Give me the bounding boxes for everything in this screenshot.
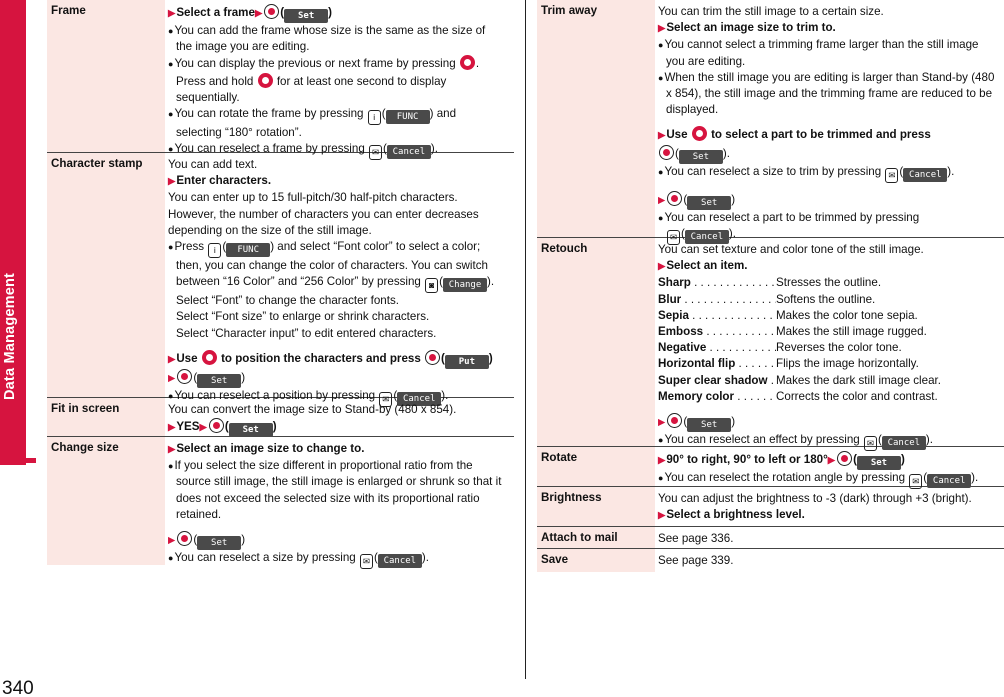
row-label-brightness: Brightness xyxy=(537,487,655,526)
retouch-item: Memory color . . . Corrects the color and contrast. xyxy=(658,389,1001,405)
row-fit-in-screen xyxy=(47,398,514,437)
row-label-trim-away: Trim away xyxy=(537,0,655,237)
center-key-icon xyxy=(659,145,674,160)
row-rotate xyxy=(537,447,1004,487)
row-attach-to-mail xyxy=(537,527,1004,549)
row-change-size xyxy=(47,437,514,565)
page-number: 340 xyxy=(2,678,34,697)
right-column xyxy=(537,0,1004,572)
nav-key-icon xyxy=(258,73,273,88)
side-tab-label: Data Management xyxy=(2,272,18,400)
column-divider xyxy=(525,0,526,679)
row-body-save: See page 339. xyxy=(658,554,734,567)
softkey-set: Set xyxy=(197,536,241,550)
softkey-set: Set xyxy=(229,423,273,437)
nav-key-icon xyxy=(460,55,475,70)
center-key-icon xyxy=(667,413,682,428)
row-label-rotate: Rotate xyxy=(537,447,655,486)
center-key-icon xyxy=(264,4,279,19)
softkey-cancel: Cancel xyxy=(882,436,926,450)
arrow-icon: ▶ xyxy=(658,23,666,35)
i-key-icon: i xyxy=(208,243,221,258)
arrow-icon: ▶ xyxy=(168,535,176,547)
row-body-character-stamp: You can add text. ▶Enter characters. You can enter up to 15 full-pitch/30 half-pitch characters. However, the number of characters you can enter decreases depending on the size of the still image. ●Press i ( FUNC ) and select “Font color” to select a color; then, you can change the color of characters. You can switch between “16 Color” and “256 Color” by pressing ◙ ( Change ). Select “Font” to change the character fonts. Select “Font size” to enlarge or shrink characters. Select “Character input” to edit entered characters. ▶Use to position the characters and press ( Put ) ▶ ( Set ) ●You can reselect a position by pressing ✉ ( Cancel ). xyxy=(165,153,514,397)
softkey-set: Set xyxy=(857,456,901,470)
row-label-change-size: Change size xyxy=(47,437,165,565)
bullet-icon: ● xyxy=(168,390,174,401)
mail-key-icon: ✉ xyxy=(885,168,898,183)
softkey-set: Set xyxy=(687,418,731,432)
bullet-icon: ● xyxy=(168,461,174,472)
bullet-icon: ● xyxy=(658,40,664,51)
row-brightness xyxy=(537,487,1004,527)
bullet-icon: ● xyxy=(168,59,174,70)
row-body-trim-away: You can trim the still image to a certain size. ▶Select an image size to trim to. ●You cannot select a trimming frame larger than the still image you are editing. ●When the still image you are editing is larger than Stand-by (480 x 854), the still image and the trimming frame are reduced to be displayed. ▶Use to select a part to be trimmed and press ( Set ). ●You can reselect a size to trim by pressing ✉ ( Cancel ). ▶ ( Set ) ●You can reselect a part to be trimmed by pressing ✉ ( Cancel ). xyxy=(655,0,1004,237)
row-label-attach-to-mail: Attach to mail xyxy=(537,527,655,548)
row-retouch xyxy=(537,238,1004,447)
arrow-icon: ▶ xyxy=(254,8,263,19)
retouch-item: Horizontal flip . . . Flips the image horizontally. xyxy=(658,356,1001,372)
mail-key-icon: ✉ xyxy=(864,436,877,451)
bullet-icon: ● xyxy=(168,553,174,564)
camera-key-icon: ◙ xyxy=(425,278,438,293)
bullet-icon: ● xyxy=(658,435,664,446)
center-key-icon xyxy=(425,350,440,365)
arrow-icon: ▶ xyxy=(658,130,666,142)
softkey-set: Set xyxy=(284,9,328,23)
i-key-icon: i xyxy=(368,110,381,125)
row-body-frame: ▶Select a frame▶ ( Set ) ●You can add the frame whose size is the same as the size of the image you are editing. ●You can display the previous or next frame by pressing . Press and hold for at least one second to display sequentially. ●You can rotate the frame by pressing i ( FUNC ) and selecting “180° rotation”. ●You can reselect a frame by pressing ✉ ( Cancel ). xyxy=(165,0,514,152)
softkey-set: Set xyxy=(197,374,241,388)
arrow-icon: ▶ xyxy=(168,372,176,384)
retouch-item: Blur . . . Softens the outline. xyxy=(658,292,1001,308)
softkey-cancel: Cancel xyxy=(378,554,422,568)
softkey-func: FUNC xyxy=(386,110,430,124)
bullet-icon: ● xyxy=(168,26,174,36)
softkey-set: Set xyxy=(679,150,723,164)
softkey-func: FUNC xyxy=(226,243,270,257)
mail-key-icon: ✉ xyxy=(369,145,382,160)
row-label-retouch: Retouch xyxy=(537,238,655,446)
row-body-retouch: You can set texture and color tone of the still image. ▶Select an item. Sharp . . . Stresses the outline. Blur . . . Softens the outline. Sepia . . . Makes the color tone sepia. Emboss . . . Makes the still image rugged. Negative . . . Reverses the color tone. Horizontal flip . . . Flips the image horizontally. Super clear shadow . . . Makes the dark still image clear. Memory color . . . Corrects the color and contrast. ▶ ( Set ) ●You can reselect an effect by pressing ✉ ( Cancel ). xyxy=(655,238,1004,446)
row-label-save: Save xyxy=(537,549,655,572)
softkey-cancel: Cancel xyxy=(387,145,431,159)
row-body-fit-in-screen: You can convert the image size to Stand-by (480 x 854). ▶YES▶ ( Set ) xyxy=(168,403,457,436)
row-body-brightness: You can adjust the brightness to -3 (dark) through +3 (bright). ▶Select a brightness level. xyxy=(658,492,972,522)
softkey-cancel: Cancel xyxy=(903,168,947,182)
softkey-set: Set xyxy=(687,196,731,210)
softkey-change: Change xyxy=(443,278,487,292)
retouch-item: Super clear shadow . . . Makes the dark still image clear. xyxy=(658,373,1001,389)
arrow-icon: ▶ xyxy=(827,455,836,466)
row-save xyxy=(537,549,1004,572)
mail-key-icon: ✉ xyxy=(360,554,373,569)
arrow-icon: ▶ xyxy=(658,417,666,429)
arrow-icon: ▶ xyxy=(658,510,666,522)
center-key-icon xyxy=(667,191,682,206)
arrow-icon: ▶ xyxy=(168,176,176,188)
row-label-character-stamp: Character stamp xyxy=(47,153,165,397)
left-column xyxy=(47,0,514,565)
row-body-attach-to-mail: See page 336. xyxy=(658,532,734,545)
center-key-icon xyxy=(177,369,192,384)
softkey-cancel: Cancel xyxy=(927,474,971,488)
row-frame xyxy=(47,0,514,158)
side-tab xyxy=(0,0,26,465)
arrow-icon: ▶ xyxy=(658,194,666,206)
bullet-icon: ● xyxy=(658,72,664,83)
softkey-put: Put xyxy=(445,355,489,369)
mail-key-icon: ✉ xyxy=(379,392,392,407)
row-body-rotate: ▶90° to right, 90° to left or 180°▶ ( Set ) ●You can reselect the rotation angle by pressing ✉ ( Cancel ). xyxy=(655,447,1004,486)
retouch-item: Sepia . . . Makes the color tone sepia. xyxy=(658,308,1001,324)
arrow-icon: ▶ xyxy=(658,455,666,466)
row-label-frame: Frame xyxy=(47,0,165,152)
row-body-change-size: ▶Select an image size to change to. ●If you select the size different in proportional ratio from the source still image, the still image is enlarged or shrunk so that it does not exceed the selected size with its proportional ratio retained. ▶ ( Set ) ●You can reselect a size by pressing ✉ ( Cancel ). xyxy=(165,437,514,565)
bullet-icon: ● xyxy=(168,144,174,155)
row-label-fit-in-screen: Fit in screen xyxy=(47,398,165,436)
bullet-icon: ● xyxy=(658,473,664,483)
nav-key-icon xyxy=(692,126,707,141)
arrow-icon: ▶ xyxy=(168,422,176,434)
softkey-cancel: Cancel xyxy=(685,230,729,244)
arrow-icon: ▶ xyxy=(199,422,207,434)
bullet-icon: ● xyxy=(658,166,664,177)
row-character-stamp xyxy=(47,153,514,404)
bullet-icon: ● xyxy=(658,212,664,223)
center-key-icon xyxy=(837,451,852,466)
center-key-icon xyxy=(209,418,224,433)
bullet-icon: ● xyxy=(168,242,174,253)
arrow-icon: ▶ xyxy=(168,444,176,455)
mail-key-icon: ✉ xyxy=(909,474,922,489)
retouch-item: Negative . . . Reverses the color tone. xyxy=(658,340,1001,356)
arrow-icon: ▶ xyxy=(168,8,176,19)
side-tab-bar xyxy=(0,458,36,463)
retouch-item: Sharp . . . Stresses the outline. xyxy=(658,275,1001,291)
softkey-cancel: Cancel xyxy=(397,392,441,406)
row-trim-away xyxy=(537,0,1004,242)
arrow-icon: ▶ xyxy=(168,353,176,365)
mail-key-icon: ✉ xyxy=(667,230,680,245)
arrow-icon: ▶ xyxy=(658,261,666,273)
retouch-item: Emboss . . . Makes the still image rugged. xyxy=(658,324,1001,340)
center-key-icon xyxy=(177,531,192,546)
bullet-icon: ● xyxy=(168,109,174,120)
nav-key-icon xyxy=(202,350,217,365)
